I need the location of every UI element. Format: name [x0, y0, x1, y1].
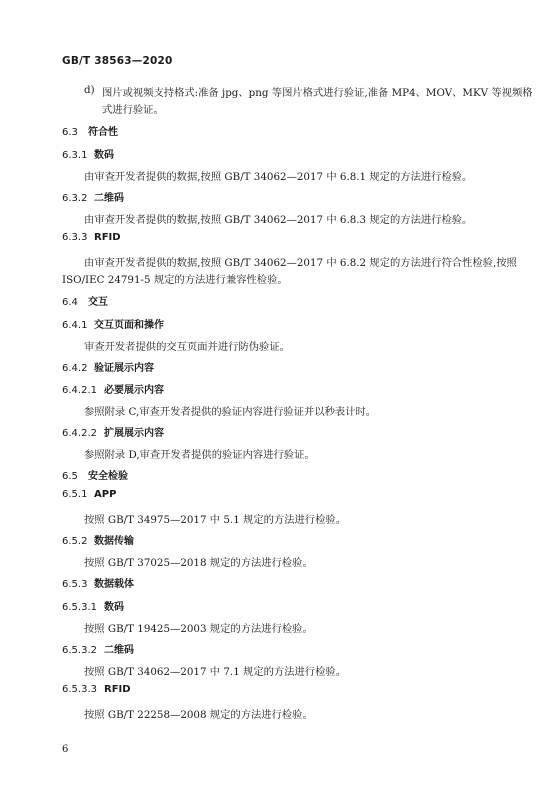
paragraph: 按照 GB/T 34975—2017 中 5.1 规定的方法进行检验。 [84, 514, 346, 526]
section-heading-6-3 [62, 123, 118, 138]
section-heading-6-4-2-2 [62, 424, 164, 439]
section-title: RFID [94, 232, 121, 243]
section-heading-6-3-1 [62, 146, 114, 161]
section-title: 符合性 [88, 127, 118, 138]
section-number: 6.3 [62, 127, 78, 138]
paragraph: 按照 GB/T 34062—2017 中 7.1 规定的方法进行检验。 [84, 666, 346, 678]
section-number: 6.4.2 [62, 363, 88, 374]
paragraph: 审查开发者提供的交互页面并进行防伪验证。 [84, 341, 290, 353]
paragraph: 参照附录 D,审查开发者提供的验证内容进行验证。 [84, 449, 315, 461]
paragraph: 由审查开发者提供的数据,按照 GB/T 34062—2017 中 6.8.1 规定的方法进行检验。 [84, 171, 473, 183]
section-number: 6.5.3 [62, 579, 88, 590]
section-heading-6-4-1 [62, 316, 164, 331]
section-heading-6-5-3-3 [62, 684, 131, 695]
section-number: 6.3.3 [62, 232, 88, 243]
section-heading-6-4-2-1 [62, 381, 164, 396]
section-number: 6.5 [62, 471, 78, 482]
section-title: 数据传输 [94, 536, 134, 547]
section-title: 二维码 [94, 193, 124, 204]
section-number: 6.3.1 [62, 150, 88, 161]
section-title: APP [94, 489, 117, 500]
section-title: 交互 [88, 297, 108, 308]
section-title: 安全检验 [88, 471, 128, 482]
paragraph-continued: ISO/IEC 24791-5 规定的方法进行兼容性检验。 [62, 274, 288, 286]
section-title: 数码 [104, 602, 124, 613]
section-number: 6.5.3.3 [62, 684, 97, 695]
section-title: 数据载体 [94, 579, 134, 590]
section-heading-6-4-2 [62, 359, 154, 374]
list-item-text-continued: 式进行验证。 [102, 104, 164, 116]
section-heading-6-3-2 [62, 189, 124, 204]
section-heading-6-5-3-1 [62, 598, 124, 613]
section-title: 交互页面和操作 [94, 320, 164, 331]
paragraph: 按照 GB/T 19425—2003 规定的方法进行检验。 [84, 623, 313, 635]
paragraph: 按照 GB/T 22258—2008 规定的方法进行检验。 [84, 709, 313, 721]
section-title: 扩展展示内容 [104, 428, 164, 439]
section-heading-6-5-3 [62, 575, 134, 590]
section-heading-6-5-3-2 [62, 641, 134, 656]
section-title: 验证展示内容 [94, 363, 154, 374]
list-marker: d) [84, 84, 95, 96]
section-heading-6-3-3 [62, 232, 121, 243]
section-title: 数码 [94, 150, 114, 161]
section-number: 6.5.3.1 [62, 602, 97, 613]
section-number: 6.5.2 [62, 536, 88, 547]
section-title: 二维码 [104, 645, 134, 656]
section-heading-6-5-2 [62, 532, 134, 547]
paragraph: 由审查开发者提供的数据,按照 GB/T 34062—2017 中 6.8.3 规定的方法进行检验。 [84, 214, 473, 226]
section-number: 6.4 [62, 297, 78, 308]
list-item-text: 图片或视频支持格式:准备 jpg、png 等图片格式进行验证,准备 MP4、MOV、MKV 等视频格 [102, 87, 533, 99]
section-heading-6-5 [62, 467, 128, 482]
paragraph: 参照附录 C,审查开发者提供的验证内容进行验证并以秒表计时。 [84, 406, 377, 418]
section-number: 6.4.2.2 [62, 428, 97, 439]
section-number: 6.5.3.2 [62, 645, 97, 656]
paragraph: 由审查开发者提供的数据,按照 GB/T 34062—2017 中 6.8.2 规定的方法进行符合性检验,按照 [84, 257, 517, 269]
standard-code: GB/T 38563—2020 [62, 55, 173, 67]
section-title: RFID [104, 684, 131, 695]
section-heading-6-5-1 [62, 489, 116, 500]
section-heading-6-4 [62, 293, 108, 308]
paragraph: 按照 GB/T 37025—2018 规定的方法进行检验。 [84, 557, 313, 569]
section-number: 6.4.1 [62, 320, 88, 331]
section-number: 6.5.1 [62, 489, 88, 500]
section-title: 必要展示内容 [104, 385, 164, 396]
section-number: 6.4.2.1 [62, 385, 97, 396]
section-number: 6.3.2 [62, 193, 88, 204]
page-number: 6 [62, 744, 69, 755]
